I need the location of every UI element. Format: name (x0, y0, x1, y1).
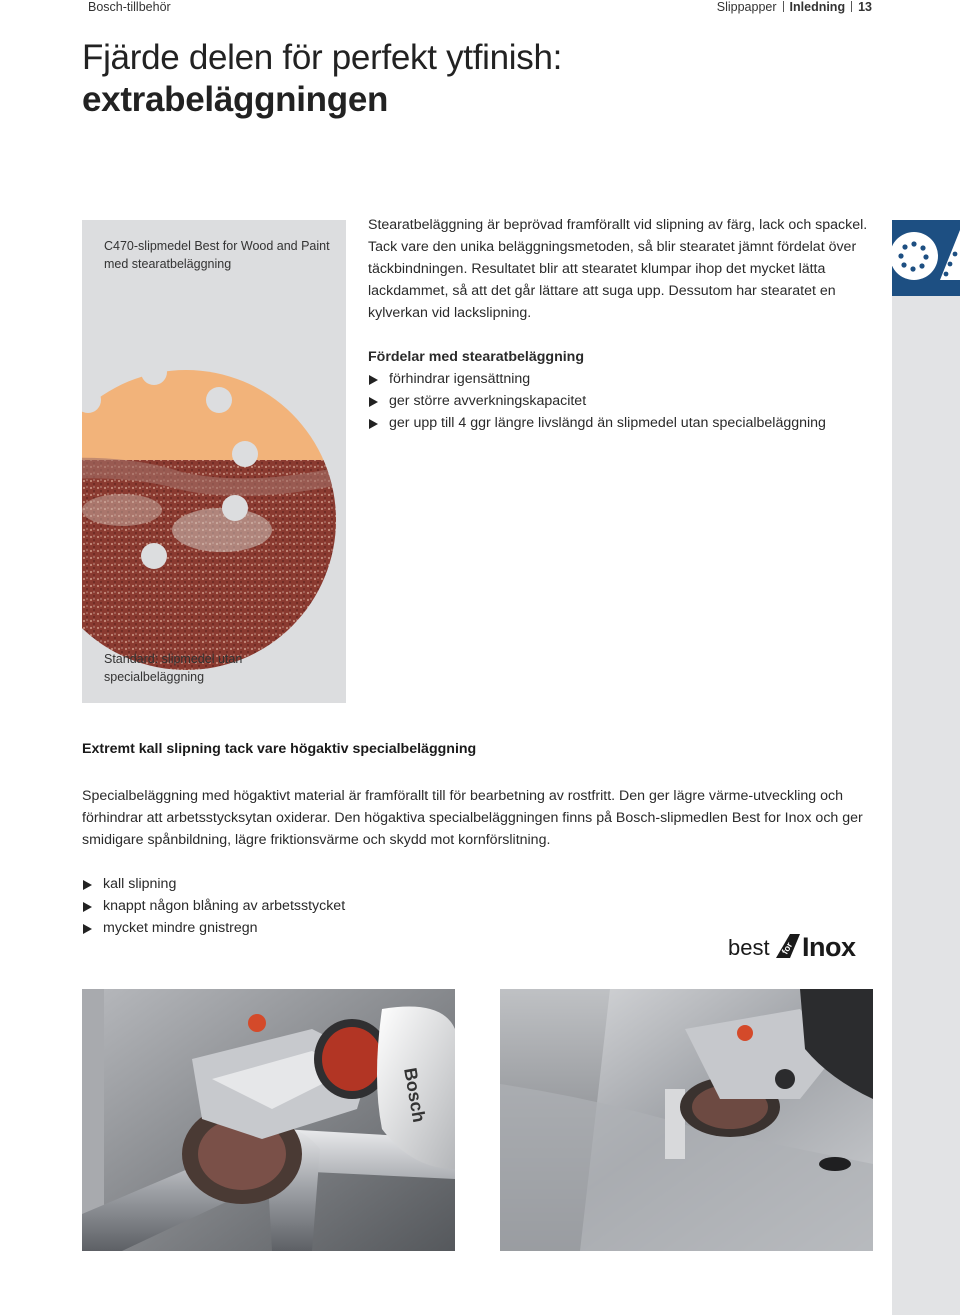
breadcrumb-divider (851, 1, 852, 12)
list-item: knappt någon blåning av arbetsstycket (82, 895, 482, 917)
logo-best-text: best (728, 935, 770, 960)
list-item: kall slipning (82, 873, 482, 895)
page-title-bold: extrabeläggningen (82, 80, 389, 119)
logo-for-text: for (779, 940, 795, 956)
benefits-block (368, 346, 878, 434)
sandpaper-figure (82, 220, 346, 703)
list-item: mycket mindre gnistregn (82, 917, 482, 939)
inox-benefits-list (82, 873, 482, 939)
sanding-disc-icon (892, 220, 960, 296)
caption-stearate: C470-slipmedel Best for Wood and Paint med stearatbeläggning (104, 239, 330, 271)
page-title: Fjärde delen för perfekt ytfinish: (82, 38, 563, 77)
header-brand: Bosch-tillbehör (88, 0, 171, 14)
side-tab (892, 220, 960, 1315)
best-for-inox-logo (728, 928, 874, 960)
breadcrumb-divider (783, 1, 784, 12)
list-item: ger större avverkningskapacitet (368, 390, 878, 412)
benefits-list (368, 368, 878, 434)
section-paragraph: Specialbeläggning med högaktivt material är framförallt till för bearbetning av rostfritt. Den ger lägre värme-utveckling och förhindrar att arbetsstycksytan oxiderar. Den högaktiva specialbeläggningen finns på Bosch-slipmedlen Best for Inox och ger smidigare spånbildning, lägre friktionsvärme och skydd mot kornförslitning. (82, 788, 863, 848)
grinder-sheet-photo (500, 989, 873, 1251)
glove-brand-text: Bosch (400, 1066, 430, 1124)
caption-standard: Standard: slipmedel utan specialbeläggning (104, 652, 243, 684)
grinder-tube-photo (82, 989, 455, 1251)
breadcrumb-section: Slippapper (716, 0, 777, 14)
section-heading: Extremt kall slipning tack vare högaktiv specialbeläggning (82, 741, 477, 757)
breadcrumb-subsection: Inledning (789, 0, 846, 14)
sanding-disc-image (82, 220, 346, 703)
header-breadcrumb (717, 0, 872, 14)
list-item: ger upp till 4 ggr längre livslängd än slipmedel utan specialbeläggning (368, 412, 878, 434)
intro-paragraph: Stearatbeläggning är beprövad framförallt vid slipning av färg, lack och spackel. Tack vare den unika beläggningsmetoden, så blir stearatet jämnt fördelat över täckbindningen. Resultatet blir att stearatet klumpar ihop det mycket lätta lackdammet, så att det går lättare att suga upp. Dessutom har stearatet en kylverkan vid lackslipning. (368, 217, 868, 321)
benefits-heading: Fördelar med stearatbeläggning (368, 349, 585, 365)
logo-inox-text: Inox (802, 932, 856, 960)
list-item: förhindrar igensättning (368, 368, 878, 390)
page-number: 13 (858, 0, 872, 14)
